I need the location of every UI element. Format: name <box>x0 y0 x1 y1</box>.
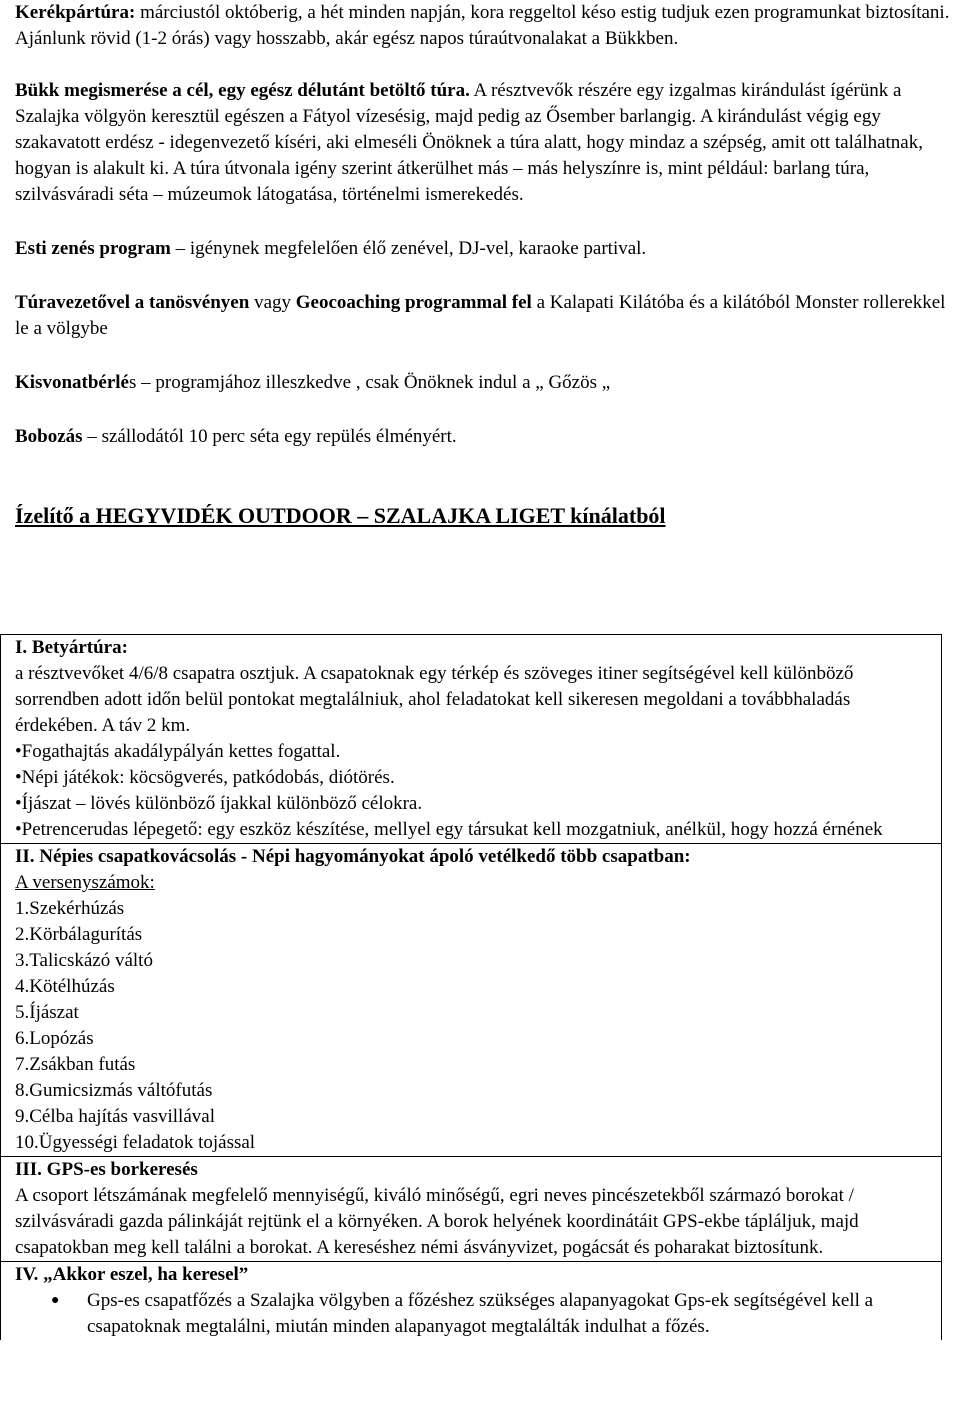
evening-music-text: – igénynek megfelelően élő zenével, DJ-vel, karaoke partival. <box>170 238 647 259</box>
section-body: A csoport létszámának megfelelő mennyiségű, kiváló minőségű, egri neves pincészetekből származó borokat / szilvásváradi gazda pálinkáját rejtünk el a környéken. A borok helyének koordinátáit GPS-ekbe tápláljuk, majd csapatokban meg kell találni a borokat. A kereséshez némi ásványvizet, pogácsát és poharakat biztosítunk. <box>15 1185 859 1258</box>
list-item: 1.Szekérhúzás <box>15 898 125 919</box>
section-title: I. Betyártúra: <box>15 637 128 658</box>
paragraph-routes: Ajánlunk rövid (1-2 órás) vagy hosszabb, akár egész napos túraútvonalakat a Bükkben. <box>15 28 679 49</box>
guided-tour-connector: vagy <box>249 292 296 313</box>
program-table <box>0 634 942 1340</box>
list-item: •Fogathajtás akadálypályán kettes fogattal. <box>15 741 341 762</box>
paragraph-bukk <box>15 78 950 208</box>
list-item: 5.Íjászat <box>15 1002 79 1023</box>
paragraph-train <box>15 370 950 396</box>
paragraph-bobsled <box>15 424 950 450</box>
bobsled-text: – szállodától 10 perc séta egy repülés élményért. <box>82 426 457 447</box>
paragraph-guided-tour <box>15 290 950 342</box>
bukk-text: A résztvevők részére egy izgalmas kirándulást ígérünk a Szalajka völgyön keresztül egészen a Fátyol vízesésig, majd pedig az Ősember barlangig. A kirándulást végig egy szakavatott erdész - idegenvezető kíséri, aki elmeséli Önöknek a túra alatt, hogy mindaz a szépség, amit ott találhatnak, hogyan is alakult ki. A túra útvonala igény szerint átkerülhet más – más helyszínre is, mint például: barlang túra, szilvásváradi séta – múzeumok látogatása, történelmi ismerekedés. <box>15 80 923 205</box>
list-item: •Íjászat – lövés különböző íjakkal különböző célokra. <box>15 793 423 814</box>
offer-heading: Ízelítő a HEGYVIDÉK OUTDOOR – SZALAJKA LIGET kínálatból <box>15 503 666 528</box>
bike-tour-label: Kerékpártúra: <box>15 2 136 23</box>
list-item: 2.Körbálagurítás <box>15 924 143 945</box>
section-betyartura <box>1 635 941 844</box>
bullet-list <box>15 1288 937 1340</box>
section-title: II. Népies csapatkovácsolás - Népi hagyományokat ápoló vetélkedő több csapatban: <box>15 846 691 867</box>
section-csapatkovacsolas <box>1 844 941 1157</box>
train-label: Kisvonatbérlé <box>15 372 129 393</box>
section-title: IV. „Akkor eszel, ha keresel” <box>15 1264 249 1285</box>
section-subtitle: A versenyszámok: <box>15 872 155 893</box>
section-akkor-eszel <box>1 1262 941 1340</box>
list-item: 6.Lopózás <box>15 1028 94 1049</box>
geocoaching-label: Geocoaching programmal fel <box>295 292 532 313</box>
list-item: 10.Ügyességi feladatok tojással <box>15 1132 256 1153</box>
section-title: III. GPS-es borkeresés <box>15 1159 198 1180</box>
section-gps-borkereses <box>1 1157 941 1262</box>
list-item: 9.Célba hajítás vasvillával <box>15 1106 215 1127</box>
list-item: 4.Kötélhúzás <box>15 976 115 997</box>
section-body: a résztvevőket 4/6/8 csapatra osztjuk. A csapatoknak egy térkép és szöveges itiner segítségével kell különböző sorrendben adott időn belül pontokat megtalálniuk, ahol feladatokat kell sikeresen megoldani a továbbhaladás érdekében. A táv 2 km. <box>15 663 854 736</box>
list-item: 3.Talicskázó váltó <box>15 950 153 971</box>
guided-tour-text: a Kalapati Kilátóba és a kilátóból Monster rollerekkel le a völgybe <box>15 292 946 339</box>
list-item: •Petrencerudas lépegető: egy eszköz készítése, mellyel egy társukat kell mozgatniuk, anélkül, hogy hozzá érnének <box>15 819 883 840</box>
guided-tour-label: Túravezetővel a tanösvényen <box>15 292 250 313</box>
bike-tour-text: márciustól októberig, a hét minden napján, kora reggeltol késo estig tudjuk ezen programunkat biztosítani. <box>135 2 950 23</box>
train-text: s – programjához illeszkedve , csak Önöknek indul a „ Gőzös „ <box>129 372 611 393</box>
list-item: ● Gps-es csapatfőzés a Szalajka völgyben a főzéshez szükséges alapanyagokat Gps-ek segítségével kell a csapatoknak megtalálni, miután minden alapanyagot megtalálták indulhat a főzés. <box>51 1288 937 1340</box>
document-page <box>15 0 950 530</box>
paragraph-bike-tour <box>15 0 950 26</box>
list-item: 8.Gumicsizmás váltófutás <box>15 1080 213 1101</box>
paragraph-evening-music <box>15 236 950 262</box>
bukk-label: Bükk megismerése a cél, egy egész délutánt betöltő túra. <box>15 80 470 101</box>
bobsled-label: Bobozás <box>15 426 83 447</box>
evening-music-label: Esti zenés program <box>15 238 171 259</box>
list-item: •Népi játékok: köcsögverés, patkódobás, diótörés. <box>15 767 395 788</box>
list-item: 7.Zsákban futás <box>15 1054 136 1075</box>
